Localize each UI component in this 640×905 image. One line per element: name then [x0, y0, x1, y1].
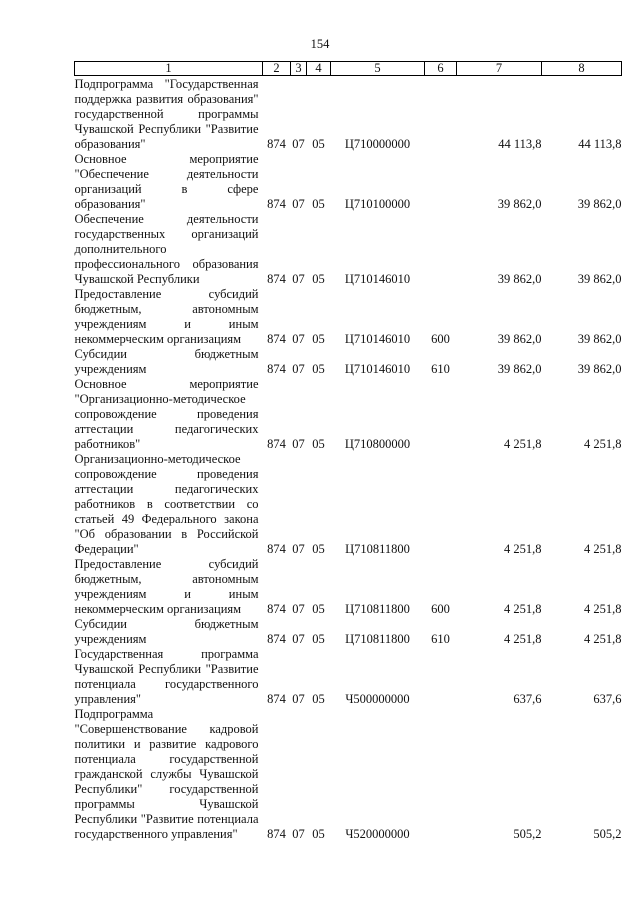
section-code: 07 — [292, 632, 305, 646]
amount-2: 4 251,8 — [584, 542, 622, 556]
ministry-code: 874 — [267, 632, 286, 646]
section-code: 07 — [292, 332, 305, 346]
section-code: 07 — [292, 437, 305, 451]
ministry-code: 874 — [267, 272, 286, 286]
amount-2: 505,2 — [593, 827, 622, 841]
budget-table — [74, 61, 622, 842]
row-name: Подпрограмма "Государственная поддержка развития образования" государственной программы Чувашской Республики "Развитие образования" — [74, 77, 259, 151]
expense-type-code — [425, 212, 457, 287]
expense-type-code — [425, 377, 457, 452]
table-row — [75, 647, 622, 707]
subsection-code: 05 — [312, 827, 325, 841]
expense-type-code: 600 — [431, 602, 450, 616]
table-row — [75, 557, 622, 617]
row-name: Субсидии бюджетным учреждениям — [74, 347, 259, 376]
amount-1: 4 251,8 — [504, 632, 542, 646]
table-row — [75, 152, 622, 212]
amount-1: 39 862,0 — [497, 362, 542, 376]
table-row — [75, 707, 622, 842]
table-row — [75, 287, 622, 347]
amount-1: 39 862,0 — [497, 197, 542, 211]
target-code: Ц710000000 — [344, 137, 411, 151]
expense-type-code — [425, 707, 457, 842]
amount-2: 4 251,8 — [584, 632, 622, 646]
target-code: Ц710811800 — [345, 542, 410, 556]
column-header: 3 — [291, 62, 307, 76]
amount-2: 4 251,8 — [584, 437, 622, 451]
subsection-code: 05 — [312, 197, 325, 211]
amount-2: 44 113,8 — [578, 137, 622, 151]
table-header-row — [75, 62, 622, 76]
section-code: 07 — [292, 692, 305, 706]
row-name: Подпрограмма "Совершенствование кадровой политики и развитие кадрового потенциала государственной гражданской службы Чувашской Республики" государственной программы Чувашской Республики "Развитие потенциала государственного управления" — [74, 707, 259, 841]
expense-type-code: 600 — [431, 332, 450, 346]
column-header: 8 — [542, 62, 622, 76]
column-header: 5 — [331, 62, 425, 76]
table-row — [75, 212, 622, 287]
ministry-code: 874 — [267, 362, 286, 376]
amount-2: 637,6 — [593, 692, 622, 706]
table-row — [75, 347, 622, 377]
amount-1: 39 862,0 — [497, 332, 542, 346]
amount-2: 39 862,0 — [577, 272, 622, 286]
ministry-code: 874 — [267, 437, 286, 451]
table-row — [75, 452, 622, 557]
column-header: 4 — [307, 62, 331, 76]
expense-type-code — [425, 452, 457, 557]
target-code: Ц710100000 — [344, 197, 411, 211]
section-code: 07 — [292, 362, 305, 376]
row-name: Государственная программа Чувашской Республики "Развитие потенциала государственного управления" — [74, 647, 259, 706]
amount-1: 4 251,8 — [504, 437, 542, 451]
table-row — [75, 617, 622, 647]
amount-1: 44 113,8 — [498, 137, 542, 151]
ministry-code: 874 — [267, 602, 286, 616]
subsection-code: 05 — [312, 362, 325, 376]
amount-1: 505,2 — [513, 827, 542, 841]
target-code: Ц710811800 — [345, 602, 410, 616]
section-code: 07 — [292, 827, 305, 841]
table-row — [75, 76, 622, 153]
ministry-code: 874 — [267, 692, 286, 706]
section-code: 07 — [292, 197, 305, 211]
row-name: Организационно-методическое сопровождение проведения аттестации педагогических работников в соответствии со статьей 49 Федерального закона "Об образовании в Российской Федерации" — [74, 452, 259, 556]
expense-type-code — [425, 152, 457, 212]
expense-type-code: 610 — [431, 362, 450, 376]
expense-type-code: 610 — [431, 632, 450, 646]
page-number: 154 — [310, 37, 330, 51]
amount-1: 4 251,8 — [504, 542, 542, 556]
row-name: Основное мероприятие "Организационно-методическое сопровождение проведения аттестации педагогических работников" — [74, 377, 259, 451]
target-code: Ч520000000 — [345, 827, 410, 841]
section-code: 07 — [292, 602, 305, 616]
amount-2: 39 862,0 — [577, 332, 622, 346]
amount-1: 637,6 — [513, 692, 542, 706]
target-code: Ц710800000 — [344, 437, 411, 451]
target-code: Ц710146010 — [344, 332, 411, 346]
target-code: Ч500000000 — [345, 692, 410, 706]
subsection-code: 05 — [312, 542, 325, 556]
ministry-code: 874 — [267, 542, 286, 556]
column-header: 7 — [457, 62, 542, 76]
target-code: Ц710811800 — [345, 632, 410, 646]
amount-1: 4 251,8 — [504, 602, 542, 616]
subsection-code: 05 — [312, 332, 325, 346]
ministry-code: 874 — [267, 332, 286, 346]
row-name: Предоставление субсидий бюджетным, автономным учреждениям и иным некоммерческим организациям — [74, 557, 259, 616]
amount-2: 39 862,0 — [577, 362, 622, 376]
section-code: 07 — [292, 272, 305, 286]
subsection-code: 05 — [312, 437, 325, 451]
subsection-code: 05 — [312, 602, 325, 616]
ministry-code: 874 — [267, 137, 286, 151]
row-name: Основное мероприятие "Обеспечение деятельности организаций в сфере образования" — [74, 152, 259, 211]
ministry-code: 874 — [267, 827, 286, 841]
row-name: Обеспечение деятельности государственных организаций дополнительного профессионального образования Чувашской Республики — [74, 212, 259, 286]
target-code: Ц710146010 — [344, 272, 411, 286]
amount-2: 4 251,8 — [584, 602, 622, 616]
section-code: 07 — [292, 137, 305, 151]
target-code: Ц710146010 — [344, 362, 411, 376]
ministry-code: 874 — [267, 197, 286, 211]
subsection-code: 05 — [312, 632, 325, 646]
table-row — [75, 377, 622, 452]
column-header: 2 — [263, 62, 291, 76]
amount-1: 39 862,0 — [497, 272, 542, 286]
subsection-code: 05 — [312, 692, 325, 706]
amount-2: 39 862,0 — [577, 197, 622, 211]
subsection-code: 05 — [312, 137, 325, 151]
column-header: 6 — [425, 62, 457, 76]
row-name: Предоставление субсидий бюджетным, автономным учреждениям и иным некоммерческим организациям — [74, 287, 259, 346]
section-code: 07 — [292, 542, 305, 556]
column-header: 1 — [75, 62, 263, 76]
expense-type-code — [425, 76, 457, 153]
expense-type-code — [425, 647, 457, 707]
row-name: Субсидии бюджетным учреждениям — [74, 617, 259, 646]
subsection-code: 05 — [312, 272, 325, 286]
